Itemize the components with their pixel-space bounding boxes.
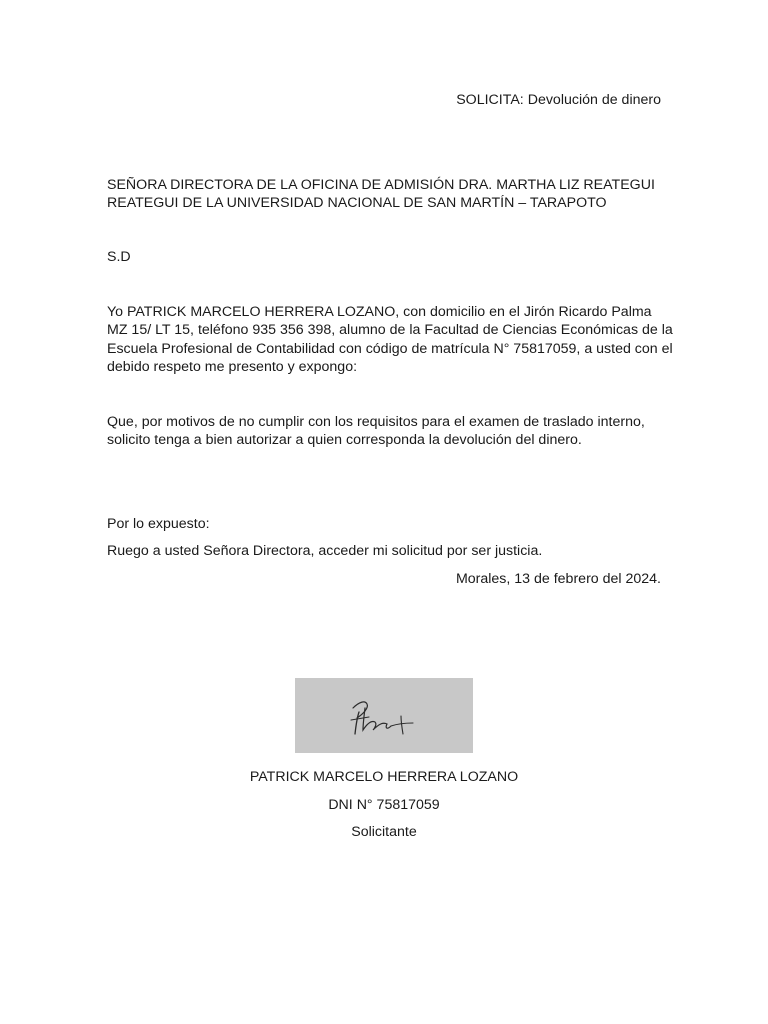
recipient-block	[107, 176, 662, 213]
intro-line-1: Yo PATRICK MARCELO HERRERA LOZANO, con domicilio en el Jirón Ricardo Palma	[107, 304, 652, 320]
intro-paragraph	[107, 303, 673, 377]
salutation: S.D	[107, 249, 131, 265]
body-paragraph	[107, 413, 662, 450]
solicita-line: SOLICITA: Devolución de dinero	[456, 92, 661, 108]
intro-line-4: debido respeto me presento y expongo:	[107, 359, 358, 376]
signer-name: PATRICK MARCELO HERRERA LOZANO	[249, 769, 519, 785]
intro-line-2: MZ 15/ LT 15, teléfono 935 356 398, alumno de la Facultad de Ciencias Económicas de la	[107, 322, 673, 339]
por-lo-expuesto: Por lo expuesto:	[107, 516, 210, 532]
body-line-2: solicito tenga a bien autorizar a quien corresponda la devolución del dinero.	[107, 432, 582, 449]
signature-image	[295, 678, 473, 753]
body-line-1: Que, por motivos de no cumplir con los requisitos para el examen de traslado interno,	[107, 414, 645, 430]
signer-role: Solicitante	[351, 824, 417, 840]
ruego-line: Ruego a usted Señora Directora, acceder mi solicitud por ser justicia.	[107, 543, 543, 559]
signer-dni: DNI N° 75817059	[328, 797, 440, 813]
recipient-line-2: REATEGUI DE LA UNIVERSIDAD NACIONAL DE SAN MARTÍN – TARAPOTO	[107, 195, 607, 212]
place-date: Morales, 13 de febrero del 2024.	[455, 571, 661, 587]
recipient-line-1: SEÑORA DIRECTORA DE LA OFICINA DE ADMISIÓN DRA. MARTHA LIZ REATEGUI	[107, 177, 655, 193]
signature-scribble	[295, 678, 473, 753]
intro-line-3: Escuela Profesional de Contabilidad con código de matrícula N° 75817059, a usted con el	[107, 340, 673, 357]
